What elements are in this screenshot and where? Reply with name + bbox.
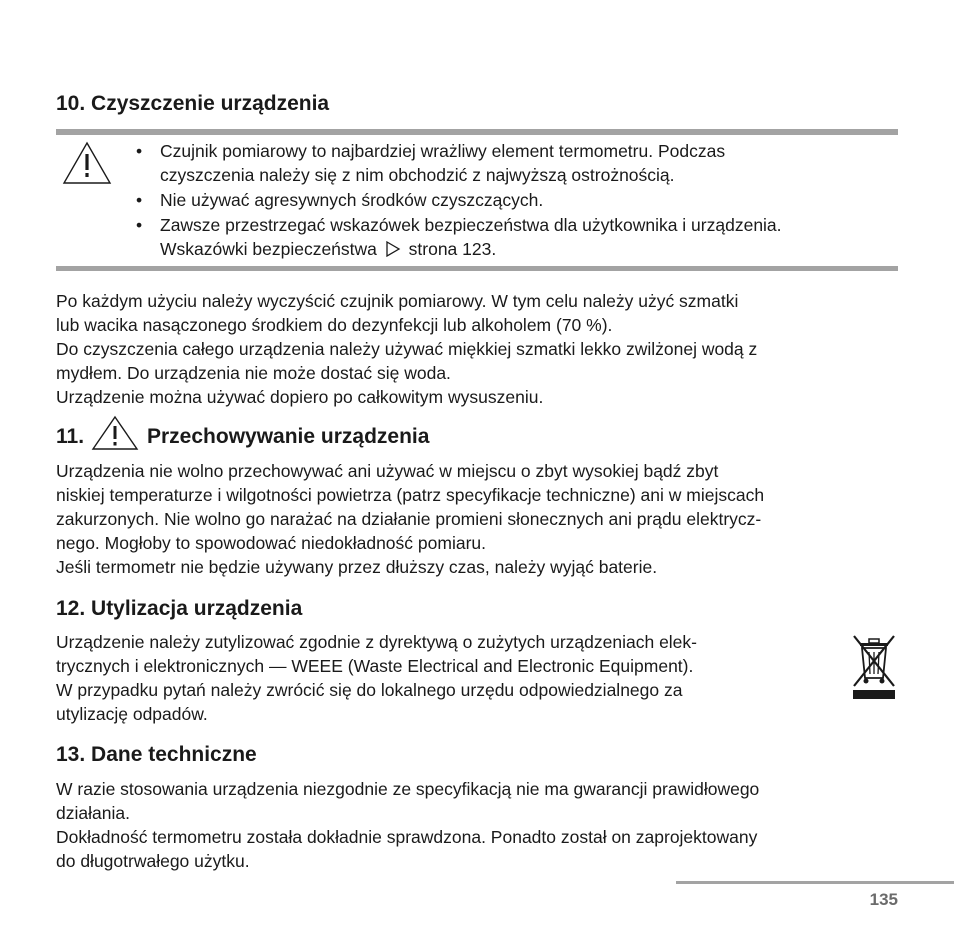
text-line: działania. xyxy=(56,803,130,823)
safety-reference-label: Wskazówki bezpieczeństwa xyxy=(160,239,377,259)
footer-rule xyxy=(676,881,954,884)
section-13-title: 13. Dane techniczne xyxy=(56,743,257,766)
warning-triangle-icon xyxy=(62,141,112,185)
text-line: Dokładność termometru została dokładnie sprawdzona. Ponadto został on zaprojektowany xyxy=(56,827,758,847)
text-line: zakurzonych. Nie wolno go narażać na działanie promieni słonecznych ani prądu elektrycz- xyxy=(56,509,762,529)
text-line: Jeśli termometr nie będzie używany przez dłuższy czas, należy wyjąć baterie. xyxy=(56,557,658,577)
warning-box-top-rule xyxy=(56,129,898,135)
section-13-body xyxy=(56,777,759,873)
safety-reference-page: strona 123. xyxy=(408,239,497,259)
section-10-title: 10. Czyszczenie urządzenia xyxy=(56,92,330,115)
text-line: Do czyszczenia całego urządzenia należy używać miękkiej szmatki lekko zwilżonej wodą z xyxy=(56,339,758,359)
section-11-title: Przechowywanie urządzenia xyxy=(147,425,430,448)
play-arrow-icon xyxy=(385,241,401,257)
crossed-out-bin-icon xyxy=(851,634,897,700)
text-line: Urządzenie można używać dopiero po całkowitym wysuszeniu. xyxy=(56,387,544,407)
text-line: nego. Mogłoby to spowodować niedokładność pomiaru. xyxy=(56,533,486,553)
page-number: 135 xyxy=(869,890,898,909)
text-line: lub wacika nasączonego środkiem do dezynfekcji lub alkoholem (70 %). xyxy=(56,315,613,335)
warning-box-bottom-rule xyxy=(56,266,898,271)
text-line: W przypadku pytań należy zwrócić się do lokalnego urzędu odpowiedzialnego za xyxy=(56,680,683,700)
text-line: niskiej temperaturze i wilgotności powietrza (patrz specyfikacje techniczne) ani w miejscach xyxy=(56,485,765,505)
text-line: trycznych i elektronicznych — WEEE (Waste Electrical and Electronic Equipment). xyxy=(56,656,694,676)
section-12-title: 12. Utylizacja urządzenia xyxy=(56,597,303,620)
text-line: Urządzenia nie wolno przechowywać ani używać w miejscu o zbyt wysokiej bądź zbyt xyxy=(56,461,719,481)
text-line: mydłem. Do urządzenia nie może dostać się woda. xyxy=(56,363,451,383)
section-11-body xyxy=(56,459,764,579)
text-line: do długotrwałego użytku. xyxy=(56,851,250,871)
section-12-body xyxy=(56,630,697,726)
text-line: Urządzenie należy zutylizować zgodnie z dyrektywą o zużytych urządzeniach elek- xyxy=(56,632,697,652)
warning-triangle-icon xyxy=(91,415,139,451)
section-11-number: 11. xyxy=(56,425,85,448)
text-line: utylizację odpadów. xyxy=(56,704,208,724)
text-line: W razie stosowania urządzenia niezgodnie ze specyfikacją nie ma gwarancji prawidłowego xyxy=(56,779,760,799)
section-10-body xyxy=(56,289,757,409)
text-line: Po każdym użyciu należy wyczyścić czujnik pomiarowy. W tym celu należy użyć szmatki xyxy=(56,291,739,311)
